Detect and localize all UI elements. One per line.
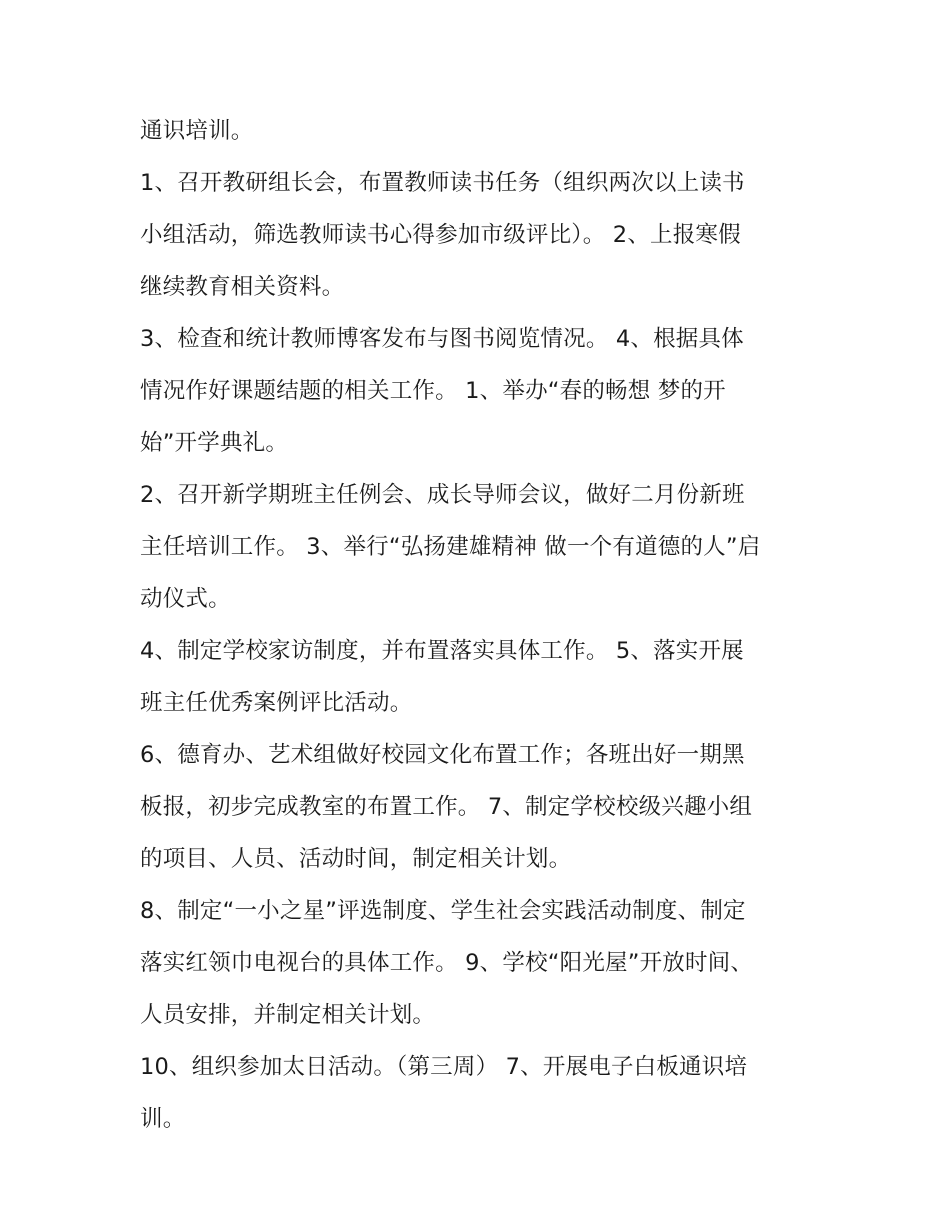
- text-line: 通识培训。: [140, 118, 254, 144]
- text-line: 情况作好课题结题的相关工作。 1、举办“春的畅想 梦的开: [140, 378, 726, 404]
- text-line: 继续教育相关资料。: [140, 274, 345, 300]
- document-body: [140, 105, 820, 1145]
- text-line: 板报，初步完成教室的布置工作。 7、制定学校校级兴趣小组: [140, 794, 753, 820]
- text-line: 小组活动，筛选教师读书心得参加市级评比）。 2、上报寒假: [140, 222, 741, 248]
- text-line: 动仪式。: [140, 586, 231, 612]
- text-line: 训。: [140, 1106, 186, 1132]
- text-line: 落实红领巾电视台的具体工作。 9、学校“阳光屋”开放时间、: [140, 950, 754, 976]
- text-line: 6、德育办、艺术组做好校园文化布置工作；各班出好一期黑: [140, 742, 745, 768]
- text-line: 1、召开教研组长会，布置教师读书任务（组织两次以上读书: [140, 170, 745, 196]
- text-line: 2、召开新学期班主任例会、成长导师会议，做好二月份新班: [140, 482, 745, 508]
- text-line: 主任培训工作。 3、举行“弘扬建雄精神 做一个有道德的人”启: [140, 534, 761, 560]
- text-line: 8、制定“一小之星”评选制度、学生社会实践活动制度、制定: [140, 898, 746, 924]
- text-line: 始”开学典礼。: [140, 430, 289, 456]
- text-line: 3、检查和统计教师博客发布与图书阅览情况。 4、根据具体: [140, 326, 744, 352]
- text-line: 的项目、人员、活动时间，制定相关计划。: [140, 846, 572, 872]
- text-line: 4、制定学校家访制度，并布置落实具体工作。 5、落实开展: [140, 638, 744, 664]
- text-line: 班主任优秀案例评比活动。: [140, 690, 413, 716]
- text-line: 10、组织参加太日活动。（第三周） 7、开展电子白板通识培: [140, 1054, 748, 1080]
- text-line: 人员安排，并制定相关计划。: [140, 1002, 436, 1028]
